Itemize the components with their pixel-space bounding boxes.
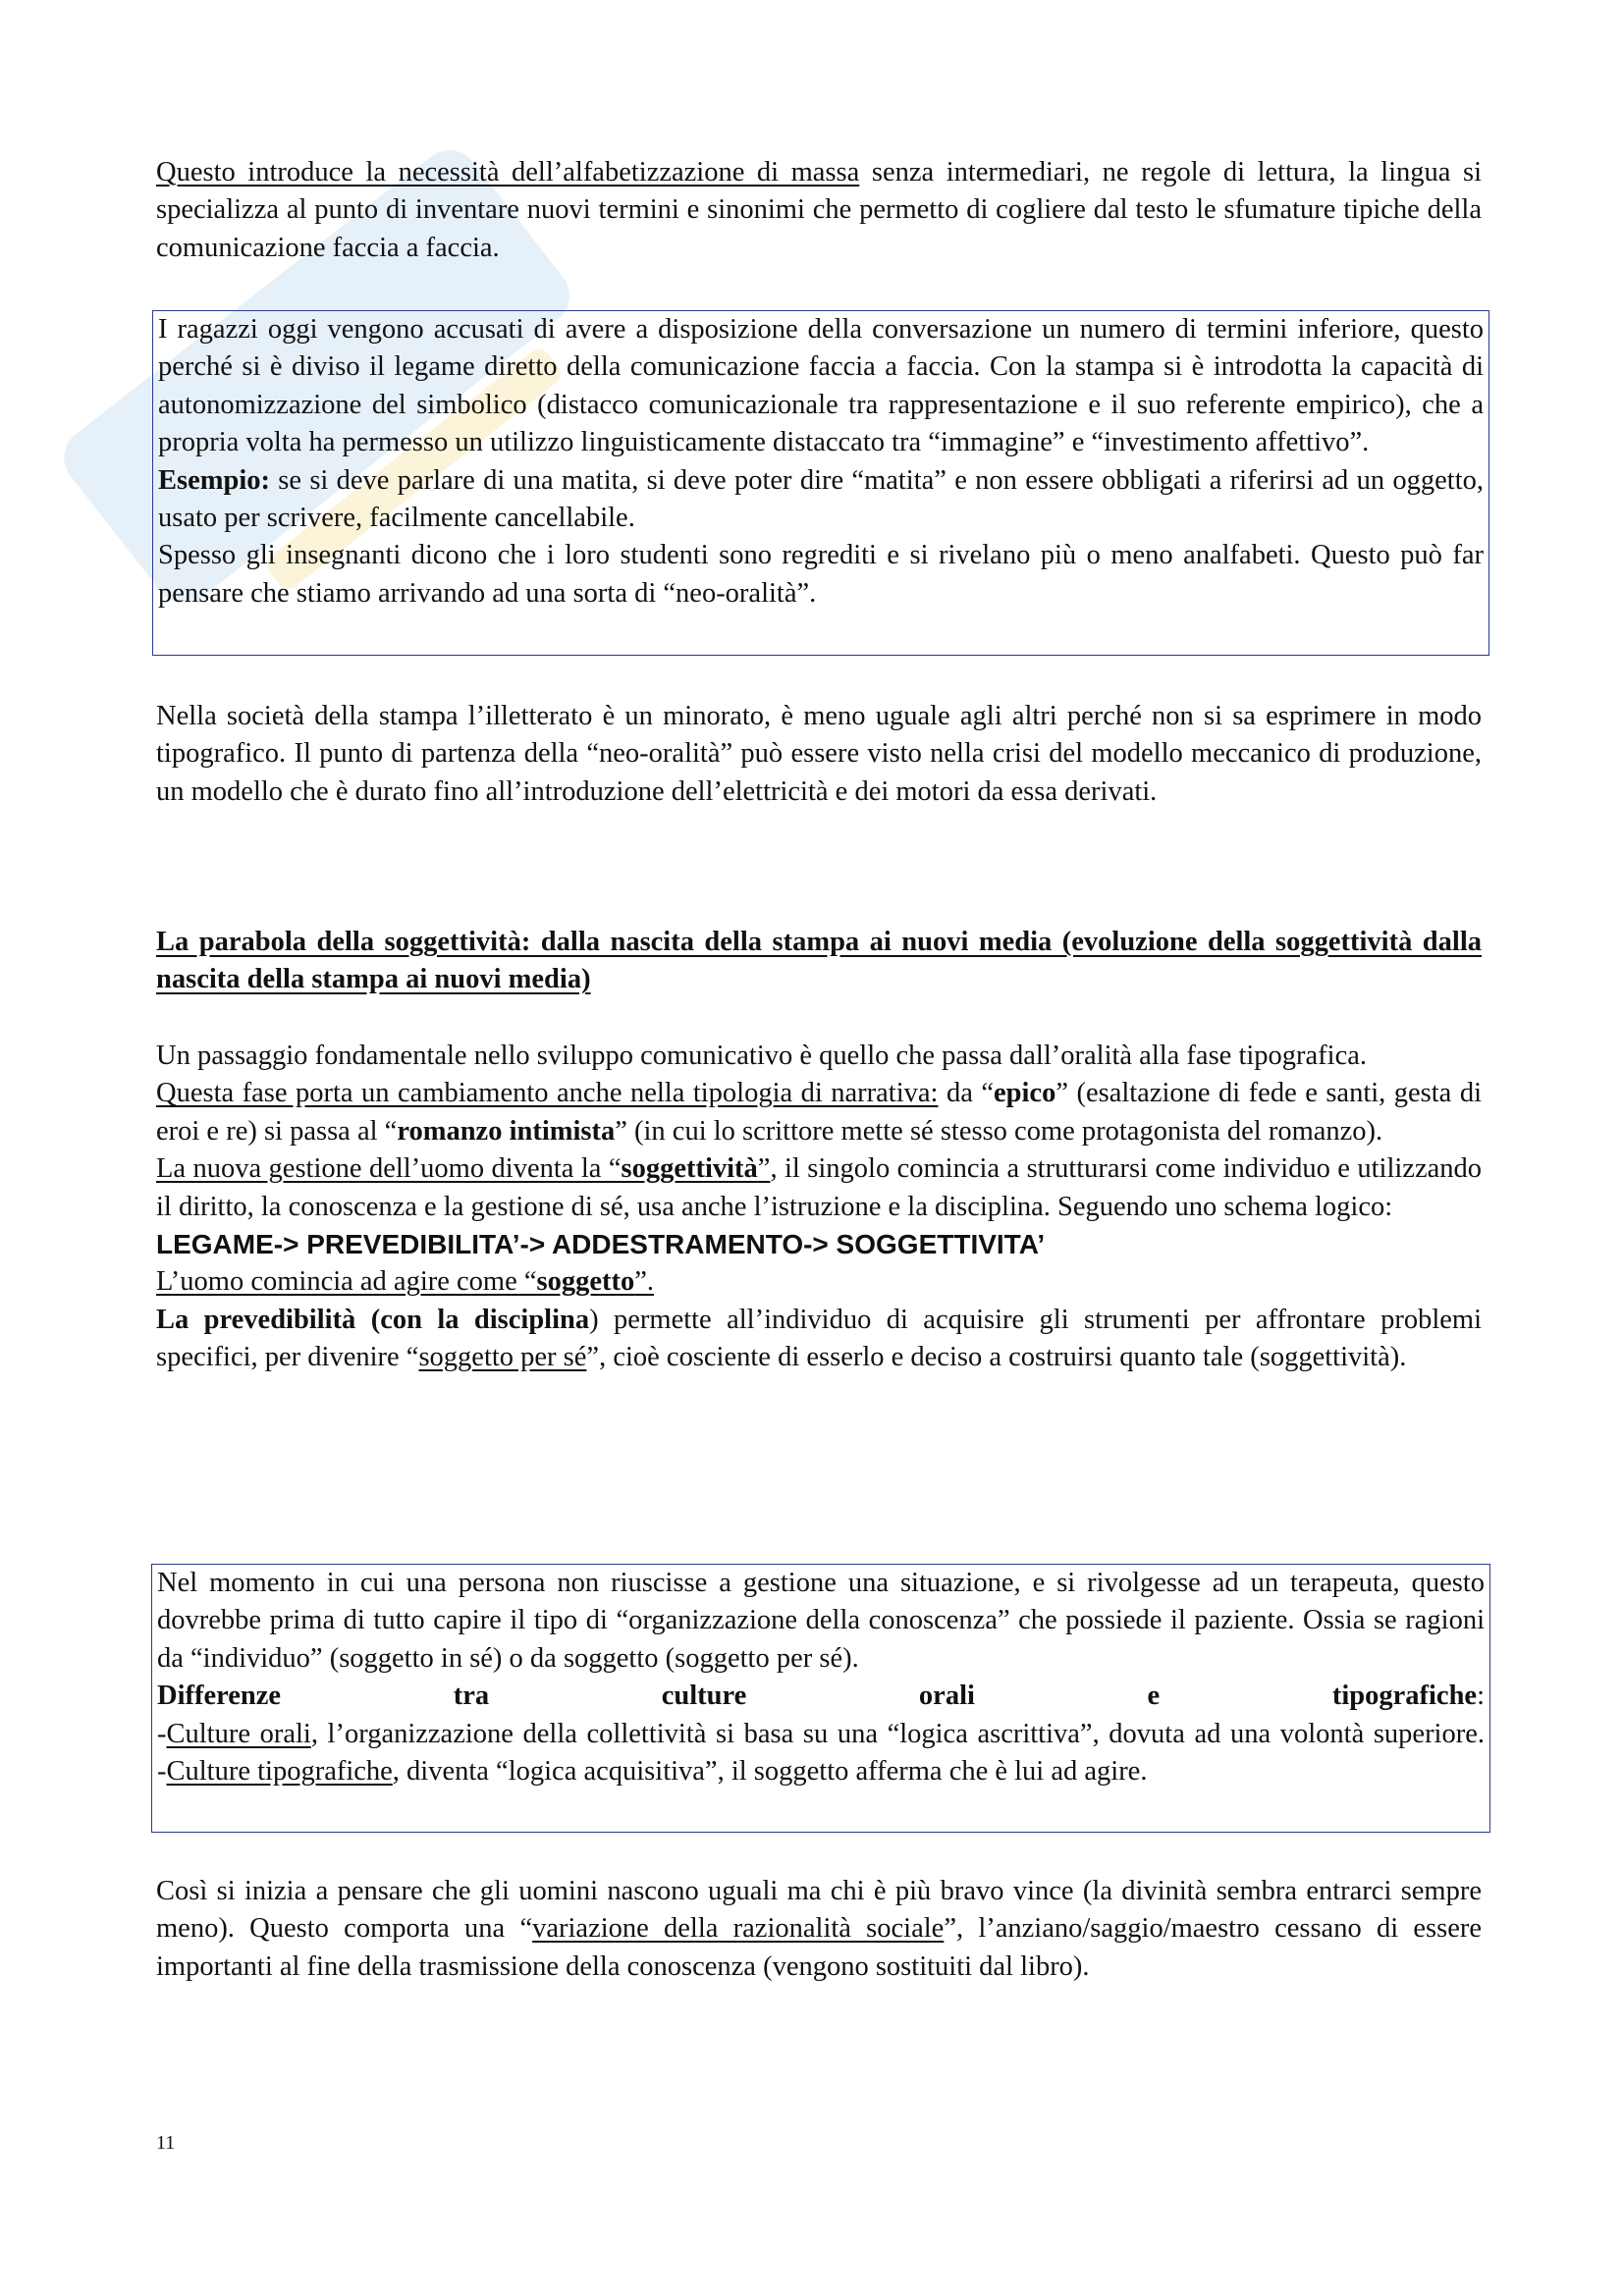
paragraph-neo-orality: Nella società della stampa l’illetterato è un minorato, è meno uguale agli altri perché non si sa esprimere in modo tipografico. Il punto di partenza della “neo-oralità” può essere visto nella crisi del modello meccanico di produzione, un modello che è durato fino all’introduzione dell’elettricità e dei motori da essa derivati. bbox=[156, 701, 1482, 807]
schema-line: LEGAME-> PREVEDIBILITA’-> ADDESTRAMENTO-> SOGGETTIVITA’ bbox=[156, 1229, 1046, 1260]
section-body: Un passaggio fondamentale nello sviluppo comunicativo è quello che passa dall’oralità alla fase tipografica. Questa fase porta un cambiamento anche nella tipologia di narrativa: da “epico” (esaltazione di fede e santi, gesta di eroi e re) si passa al “romanzo intimista” (in cui lo scrittore mette sé stesso come protagonista del romanzo). La nuova gestione dell’uomo diventa la “soggettività”, il singolo comincia a strutturarsi come individuo e utilizzando il diritto, la conoscenza e la gestione di sé, usa anche l’istruzione e la disciplina. Seguendo uno schema logico: LEGAME-> PREVEDIBILITA’-> ADDESTRAMENTO-> SOGGETTIVITA’ L’uomo comincia ad agire come “soggetto”. La prevedibilità (con la disciplina) permette all’individuo di acquisire gli strumenti per affrontare problemi specifici, per divenire “soggetto per sé”, cioè cosciente di esserlo e deciso a costruirsi quanto tale (soggettività). bbox=[156, 1041, 1482, 1373]
paragraph-conclusion: Così si inizia a pensare che gli uomini nascono uguali ma chi è più bravo vince (la divinità sembra entrarci sempre meno). Questo comporta una “variazione della razionalità sociale”, l’anziano/saggio/maestro cessano di essere importanti al fine della trasmissione della conoscenza (vengono sostituiti dal libro). bbox=[156, 1876, 1482, 1982]
box1-text-2: Spesso gli insegnanti dicono che i loro studenti sono regrediti e si rivelano più o meno analfabeti. Questo può far pensare che stiamo arrivando ad una sorta di “neo-oralità”. bbox=[158, 540, 1484, 609]
page-number: 11 bbox=[156, 2132, 176, 2154]
text-underlined: Questo introduce la necessità dell’alfabetizzazione di massa bbox=[156, 157, 860, 187]
boxed-note-2 bbox=[151, 1564, 1490, 1833]
box1-example: Esempio: se si deve parlare di una matita, si deve poter dire “matita” e non essere obbligati a riferirsi ad un oggetto, usato per scrivere, facilmente cancellabile. bbox=[158, 464, 1484, 534]
box2-typographic: -Culture tipografiche, diventa “logica acquisitiva”, il soggetto afferma che è lui ad agire. bbox=[157, 1756, 1148, 1788]
box2-diff-label: Differenze tra culture orali e tipografiche: bbox=[157, 1681, 1485, 1712]
section-heading: La parabola della soggettività: dalla nascita della stampa ai nuovi media (evoluzione della soggettività dalla nascita della stampa ai nuovi media) bbox=[156, 927, 1482, 995]
box2-text: Nel momento in cui una persona non riuscisse a gestione una situazione, e si rivolgesse ad un terapeuta, questo dovrebbe prima di tutto capire il tipo di “organizzazione della conoscenza” che possiede il paziente. Ossia se ragioni da “individuo” (soggetto in sé) o da soggetto (soggetto per sé). bbox=[157, 1568, 1485, 1674]
boxed-note-1 bbox=[152, 310, 1489, 656]
paragraph-intro: Questo introduce la necessità dell’alfabetizzazione di massa senza intermediari, ne regole di lettura, la lingua si specializza al punto di inventare nuovi termini e sinonimi che permetto di cogliere dal testo le sfumature tipiche della comunicazione faccia a faccia. bbox=[156, 157, 1482, 263]
box2-oral: -Culture orali, l’organizzazione della collettività si basa su una “logica ascrittiva”, dovuta ad una volontà superiore. bbox=[157, 1718, 1485, 1749]
box1-text: I ragazzi oggi vengono accusati di avere a disposizione della conversazione un numero di termini inferiore, questo perché si è diviso il legame diretto della comunicazione faccia a faccia. Con la stampa si è introdotta la capacità di autonomizzazione del simbolico (distacco comunicazionale tra rappresentazione e il suo referente empirico), che a propria volta ha permesso un utilizzo linguisticamente distaccato tra “immagine” e “investimento affettivo”. bbox=[158, 314, 1484, 458]
